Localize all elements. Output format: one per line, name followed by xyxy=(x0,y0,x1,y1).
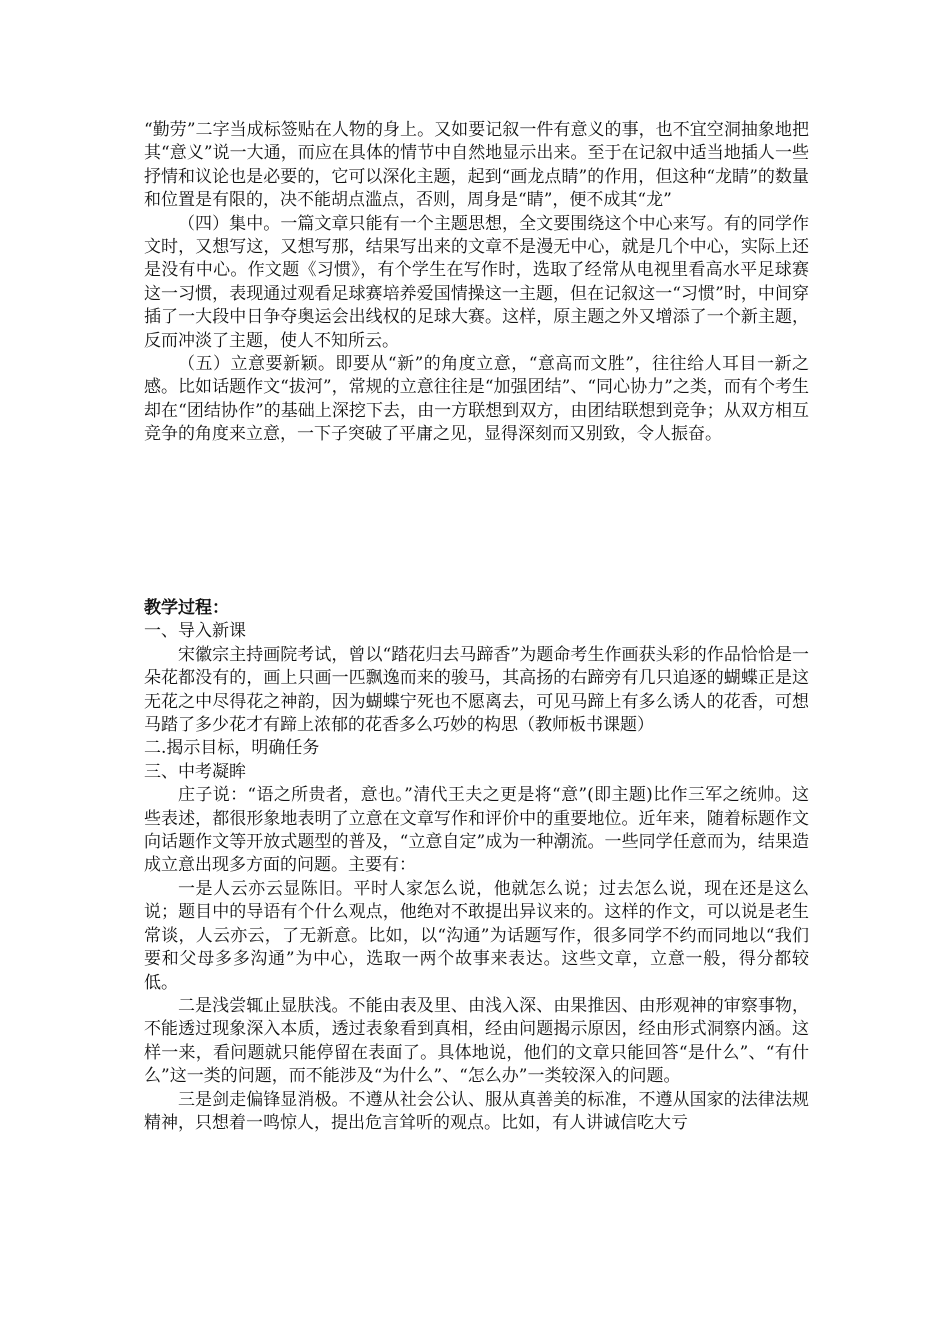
theme-requirements-section xyxy=(144,119,809,447)
section-three-title: 三、中考凝眸 xyxy=(144,761,246,782)
problem-two-paragraph: 二是浅尝辄止显肤浅。不能由表及里、由浅入深、由果推因、由形观神的审察事物，不能透过现象深入本质，透过表象看到真相，经由问题揭示原因，经由形式洞察内涵。这样一来，看问题就只能停留在表面了。具体地说，他们的文章只能回答“是什么”、“有什么”这一类的问题，而不能涉及“为什么”、“怎么办”一类较深入的问题。 xyxy=(144,995,809,1087)
problem-three-paragraph: 三是剑走偏锋显消极。不遵从社会公认、服从真善美的标准，不遵从国家的法律法规精神，只想着一鸣惊人，提出危言耸听的观点。比如，有人讲诚信吃大亏 xyxy=(144,1089,809,1133)
teaching-process-section xyxy=(144,597,809,1135)
point-four-paragraph: （四）集中。一篇文章只能有一个主题思想，全文要围绕这个中心来写。有的同学作文时，又想写这，又想写那，结果写出来的文章不是漫无中心，就是几个中心，实际上还是没有中心。作文题《习惯》，有个学生在写作时，选取了经常从电视里看高水平足球赛这一习惯，表现通过观看足球赛培养爱国情操这一主题，但在记叙这一“习惯”时，中间穿插了一大段中日争夺奥运会出线权的足球大赛。这样，原主题之外又增添了一个新主题，反而冲淡了主题，使人不知所云。 xyxy=(144,213,809,351)
teaching-process-heading: 教学过程： xyxy=(144,598,229,618)
section-one-paragraph: 宋徽宗主持画院考试，曾以“踏花归去马蹄香”为题命考生作画获头彩的作品恰恰是一朵花都没有的，画上只画一匹飘逸而来的骏马，其高扬的右蹄旁有几只追逐的蝴蝶正是这无花之中尽得花之神韵，因为蝴蝶宁死也不愿离去，可见马蹄上有多么诱人的花香，可想马踏了多少花才有蹄上浓郁的花香多么巧妙的构思（教师板书课题） xyxy=(144,644,809,736)
section-three-intro-paragraph: 庄子说：“语之所贵者，意也。”清代王夫之更是将“意”(即主题)比作三军之统帅。这些表述，都很形象地表明了立意在文章写作和评价中的重要地位。近年来，随着标题作文向话题作文等开放式题型的普及，“立意自定”成为一种潮流。一些同学任意而为，结果造成立意出现多方面的问题。主要有： xyxy=(144,785,809,876)
section-one-title: 一、导入新课 xyxy=(144,621,246,642)
section-two-title: 二.揭示目标，明确任务 xyxy=(144,738,320,759)
problem-one-paragraph: 一是人云亦云显陈旧。平时人家怎么说，他就怎么说；过去怎么说，现在还是这么说；题目中的导语有个什么观点，他绝对不敢提出异议来的。这样的作文，可以说是老生常谈，人云亦云，了无新意。比如，以“沟通”为话题写作，很多同学不约而同地以“我们要和父母多多沟通”为中心，选取一两个故事来表达。这些文章，立意一般，得分都较低。 xyxy=(144,878,809,993)
point-five-paragraph: （五）立意要新颖。即要从“新”的角度立意，“意高而文胜”，往往给人耳目一新之感。比如话题作文“拔河”，常规的立意往往是“加强团结”、“同心协力”之类，而有个考生却在“团结协作”的基础上深挖下去，由一方联想到双方，由团结联想到竞争；从双方相互竞争的角度来立意，一下子突破了平庸之见，显得深刻而又别致，令人振奋。 xyxy=(144,354,809,445)
continuation-paragraph: “勤劳”二字当成标签贴在人物的身上。又如要记叙一件有意义的事，也不宜空洞抽象地把其“意义”说一大通，而应在具体的情节中自然地显示出来。至于在记叙中适当地插人一些抒情和议论也是必要的，它可以深化主题，起到“画龙点睛”的作用，但这种“龙睛”的数量和位置是有限的，决不能胡点滥点，否则，周身是“睛”，便不成其“龙” xyxy=(144,120,809,211)
